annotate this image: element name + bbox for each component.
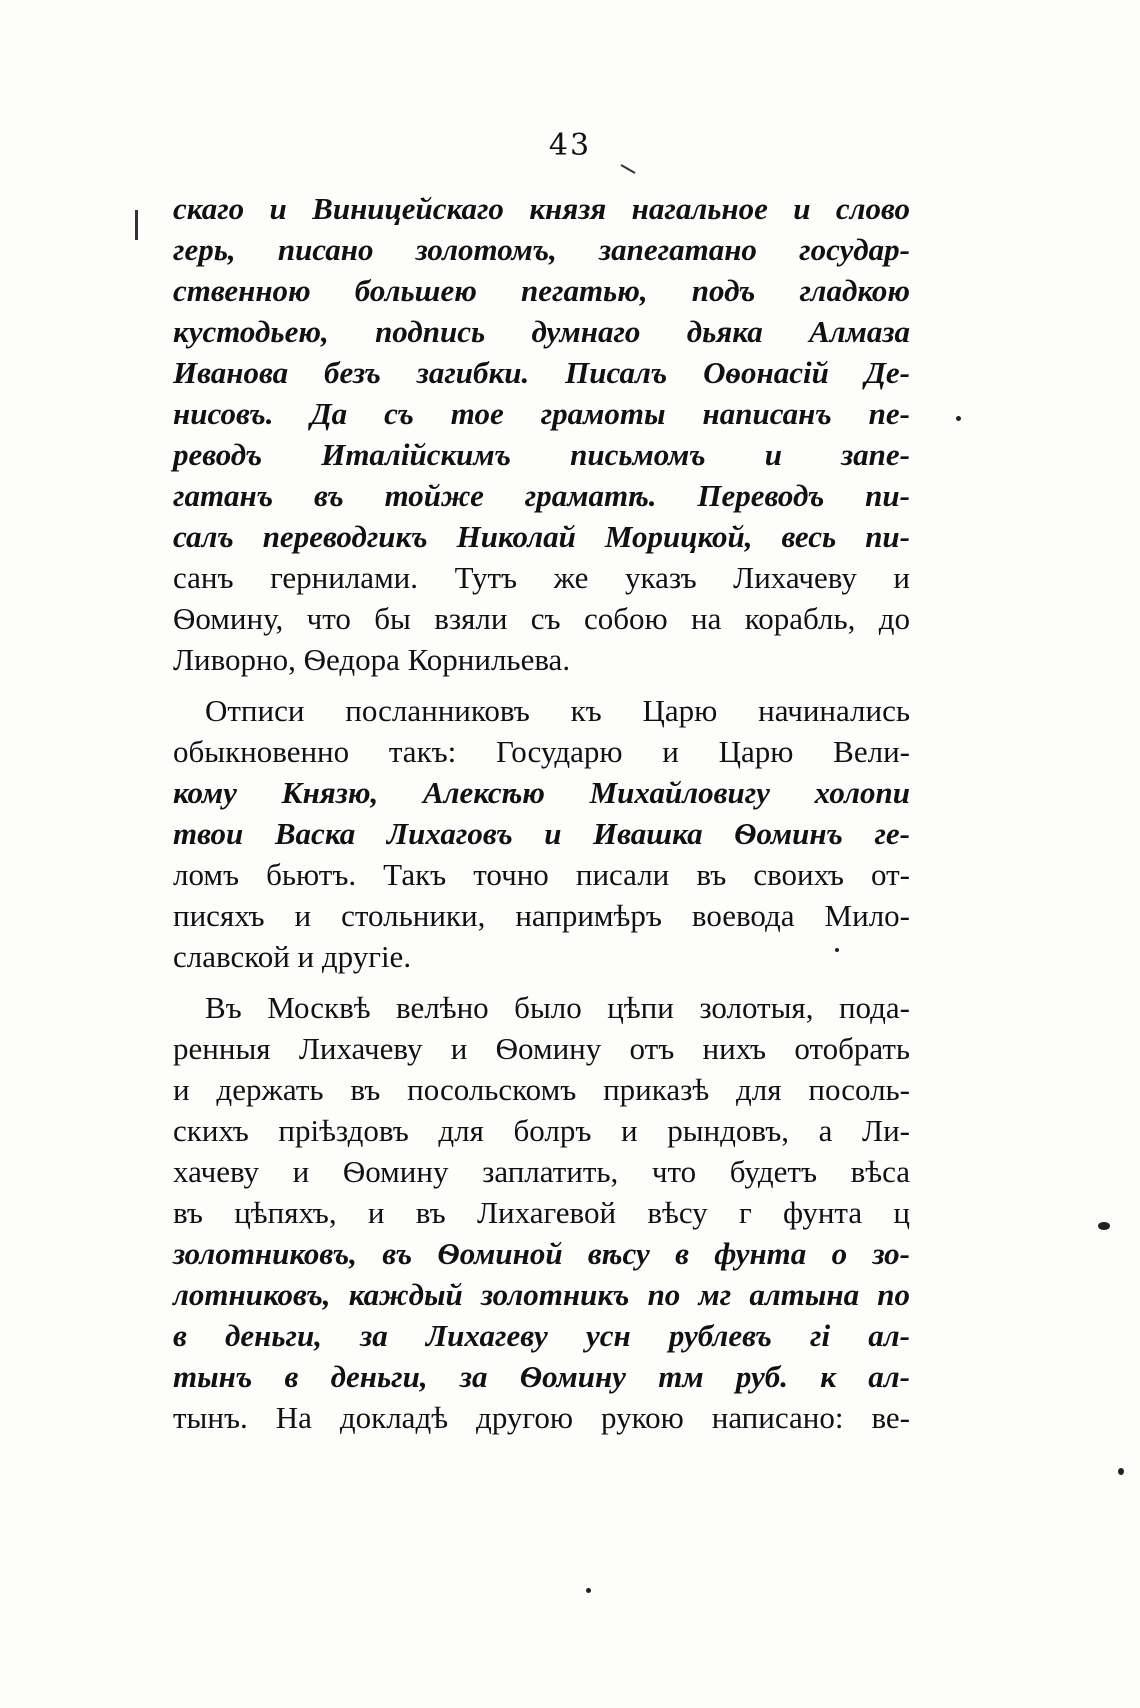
text-line: скихъ прiѣздовъ для болръ и рындовъ, а Ли- [173, 1113, 910, 1148]
text-line: хачеву и Ѳомину заплатить, что будетъ вѣса [173, 1154, 910, 1189]
text-line: золотниковъ, въ Ѳоминой вѣсу в фунта о зо- [173, 1236, 910, 1271]
text-line: скаго и Виницейскаго князя нагальное и слово [173, 191, 910, 226]
text-line: кому Князю, Алексѣю Михайловигу холопи [173, 775, 910, 810]
text-line: нисовъ. Да съ тое грамоты написанъ пе- [173, 396, 910, 431]
text-line: и держать въ посольскомъ приказѣ для посоль- [173, 1072, 910, 1107]
paragraph-gap [173, 977, 910, 987]
text-line: тынъ. На докладѣ другою рукою написано: ве- [173, 1400, 910, 1435]
text-line: обыкновенно такъ: Государю и Царю Вели- [173, 734, 910, 769]
text-line: ственною большею пегатью, подъ гладкою [173, 273, 910, 308]
text-line: ломъ бьютъ. Такъ точно писали въ своихъ от- [173, 857, 910, 892]
text-line: лотниковъ, каждый золотникъ по мг алтына по [173, 1277, 910, 1312]
text-line: герь, писано золотомъ, запегатано государ- [173, 232, 910, 267]
text-line: Отписи посланниковъ къ Царю начинались [205, 693, 910, 728]
text-line: салъ переводгикъ Николай Морицкой, весь пи- [173, 519, 910, 554]
text-line: в деньги, за Лихагеву усн рублевъ гi ал- [173, 1318, 910, 1353]
text-line: тынъ в деньги, за Ѳомину тм руб. к ал- [173, 1359, 910, 1394]
text-line: въ цѣпяхъ, и въ Лихагевой вѣсу г фунта ц [173, 1195, 910, 1230]
scan-mark [135, 210, 138, 240]
paragraph-gap [173, 680, 910, 690]
text-line: Иванова безъ загибки. Писалъ Оѳонасiй Де- [173, 355, 910, 390]
text-line: реводъ Италiйскимъ письмомъ и запе- [173, 437, 910, 472]
text-line: кустодьею, подпись думнаго дьяка Алмаза [173, 314, 910, 349]
page-number: 43 [548, 128, 592, 163]
scan-speck [1098, 1222, 1110, 1230]
scan-speck [1118, 1468, 1124, 1475]
text-line: твои Васка Лихаговъ и Ивашка Ѳоминъ ге- [173, 816, 910, 851]
text-line: писяхъ и стольники, напримѣръ воевода Мило- [173, 898, 910, 933]
scan-speck [835, 948, 839, 952]
scan-speck [586, 1588, 591, 1593]
text-line: ренныя Лихачеву и Ѳомину отъ нихъ отобрать [173, 1031, 910, 1066]
text-line: Ливорно, Ѳедора Корнильева. [173, 642, 571, 677]
scan-speck [956, 416, 961, 421]
text-line: гатанъ въ тойже граматѣ. Переводъ пи- [173, 478, 910, 513]
text-line: санъ гернилами. Тутъ же указъ Лихачеву и [173, 560, 910, 595]
text-line: Ѳомину, что бы взяли съ собою на корабль, до [173, 601, 910, 636]
text-line: славской и другiе. [173, 939, 412, 974]
scan-mark [621, 164, 636, 174]
text-line: Въ Москвѣ велѣно было цѣпи золотыя, пода- [205, 990, 910, 1025]
body-text [173, 188, 910, 1438]
